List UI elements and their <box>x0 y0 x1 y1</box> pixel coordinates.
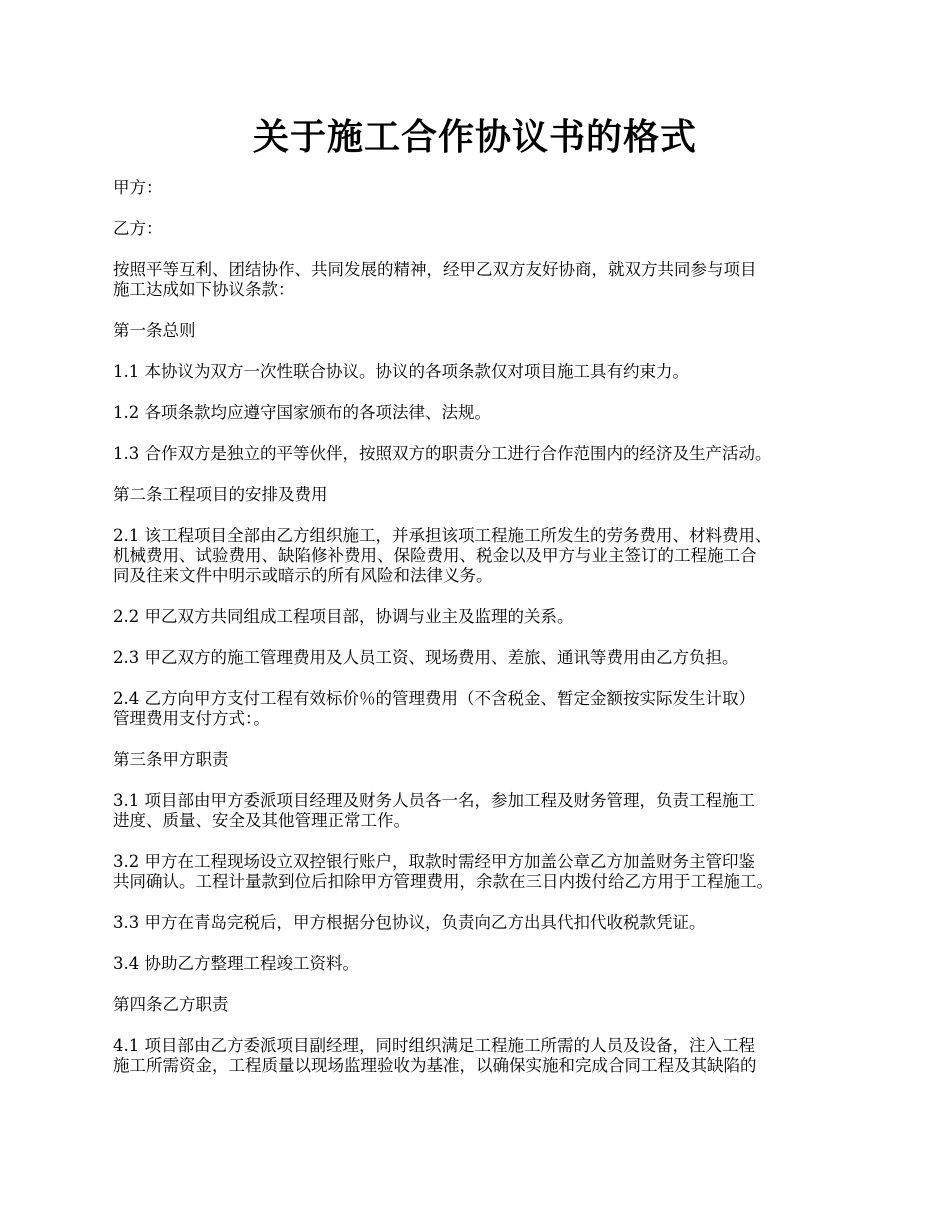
document-body <box>113 178 853 1097</box>
clause-2-2: 2.2 甲乙双方共同组成工程项目部，协调与业主及监理的关系。 <box>113 607 574 626</box>
clause-3-3: 3.3 甲方在青岛完税后，甲方根据分包协议，负责向乙方出具代扣代收税款凭证。 <box>113 913 706 932</box>
clause-1-3: 1.3 合作双方是独立的平等伙伴，按照双方的职责分工进行合作范围内的经济及生产活动。 <box>113 444 772 463</box>
clause-3-2: 3.2 甲方在工程现场设立双控银行账户，取款时需经甲方加盖公章乙方加盖财务主管印鉴 共同确认。工程计量款到位后扣除甲方管理费用，余款在三日内拨付给乙方用于工程施工。 <box>113 852 773 891</box>
clause-4-1: 4.1 项目部由乙方委派项目副经理，同时组织满足工程施工所需的人员及设备，注入工程 施工所需资金，工程质量以现场监理验收为基准，以确保实施和完成合同工程及其缺陷的 <box>113 1036 757 1075</box>
party-b-line: 乙方： <box>113 219 163 238</box>
article-1-heading: 第一条总则 <box>113 321 196 340</box>
party-a-line: 甲方： <box>113 178 163 197</box>
clause-1-1: 1.1 本协议为双方一次性联合协议。协议的各项条款仅对项目施工具有约束力。 <box>113 362 689 381</box>
clause-2-4: 2.4 乙方向甲方支付工程有效标价％的管理费用（不含税金、暂定金额按实际发生计取） 管理费用支付方式：。 <box>113 689 755 728</box>
clause-2-1: 2.1 该工程项目全部由乙方组织施工，并承担该项工程施工所发生的劳务费用、材料费用、 机械费用、试验费用、缺陷修补费用、保险费用、税金以及甲方与业主签订的工程施工合 同及往来文件中明示或暗示的所有风险和法律义务。 <box>113 526 772 585</box>
clause-1-2: 1.2 各项条款均应遵守国家颁布的各项法律、法规。 <box>113 403 491 422</box>
clause-3-1: 3.1 项目部由甲方委派项目经理及财务人员各一名，参加工程及财务管理，负责工程施工 进度、质量、安全及其他管理正常工作。 <box>113 791 755 830</box>
clause-2-3: 2.3 甲乙双方的施工管理费用及人员工资、现场费用、差旅、通讯等费用由乙方负担。 <box>113 648 739 667</box>
article-3-heading: 第三条甲方职责 <box>113 750 229 769</box>
article-2-heading: 第二条工程项目的安排及费用 <box>113 485 328 504</box>
document-title: 关于施工合作协议书的格式 <box>252 116 697 158</box>
clause-3-4: 3.4 协助乙方整理工程竣工资料。 <box>113 954 359 973</box>
preamble-paragraph: 按照平等互利、团结协作、共同发展的精神，经甲乙双方友好协商，就双方共同参与项目 施工达成如下协议条款： <box>113 260 757 299</box>
article-4-heading: 第四条乙方职责 <box>113 995 229 1014</box>
